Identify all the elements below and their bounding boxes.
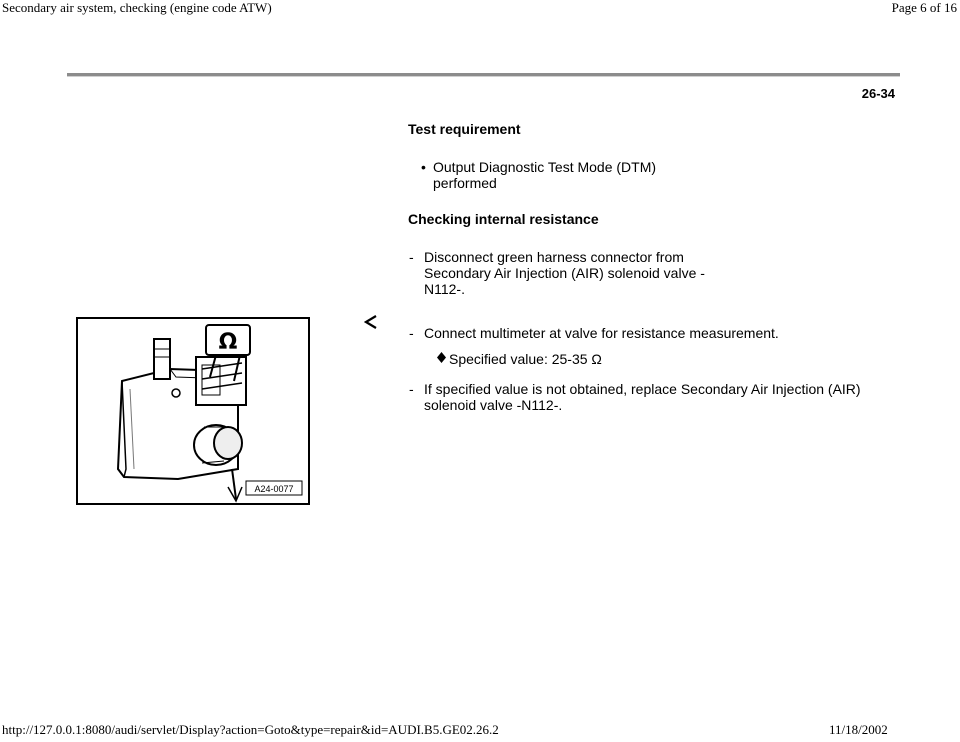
ohm-symbol: Ω [218,330,238,355]
dash-marker: - [409,381,414,397]
footer-date: 11/18/2002 [829,722,888,737]
page-indicator: Page 6 of 16 [891,0,957,15]
arrow-pointer-icon [364,315,378,329]
step-text: If specified value is not obtained, replace Secondary Air Injection (AIR) solenoid valve -N112-. [424,381,861,413]
dash-marker: - [409,325,414,341]
solenoid-valve-drawing [78,319,308,503]
specified-value: Specified value: 25-35 Ω [449,351,602,367]
figure-label: A24-0077 [254,484,294,494]
bullet-dot-icon: • [421,159,426,175]
page-number: 26-34 [861,86,895,101]
dash-marker: - [409,249,414,265]
step-text: Connect multimeter at valve for resistance measurement. [424,325,779,341]
bullet-text: Output Diagnostic Test Mode (DTM) performed [433,159,657,191]
checking-heading: Checking internal resistance [408,211,599,227]
diamond-bullet-icon [437,352,446,363]
header-divider [67,73,900,77]
test-requirement-heading: Test requirement [408,121,521,137]
solenoid-valve-figure [76,317,310,505]
document-title: Secondary air system, checking (engine code ATW) [2,0,272,15]
step-text: Disconnect green harness connector from Secondary Air Injection (AIR) solenoid valve -N112-. [424,249,705,297]
footer-url: http://127.0.0.1:8080/audi/servlet/Display?action=Goto&type=repair&id=AUDI.B5.GE02.26.2 [2,722,499,737]
